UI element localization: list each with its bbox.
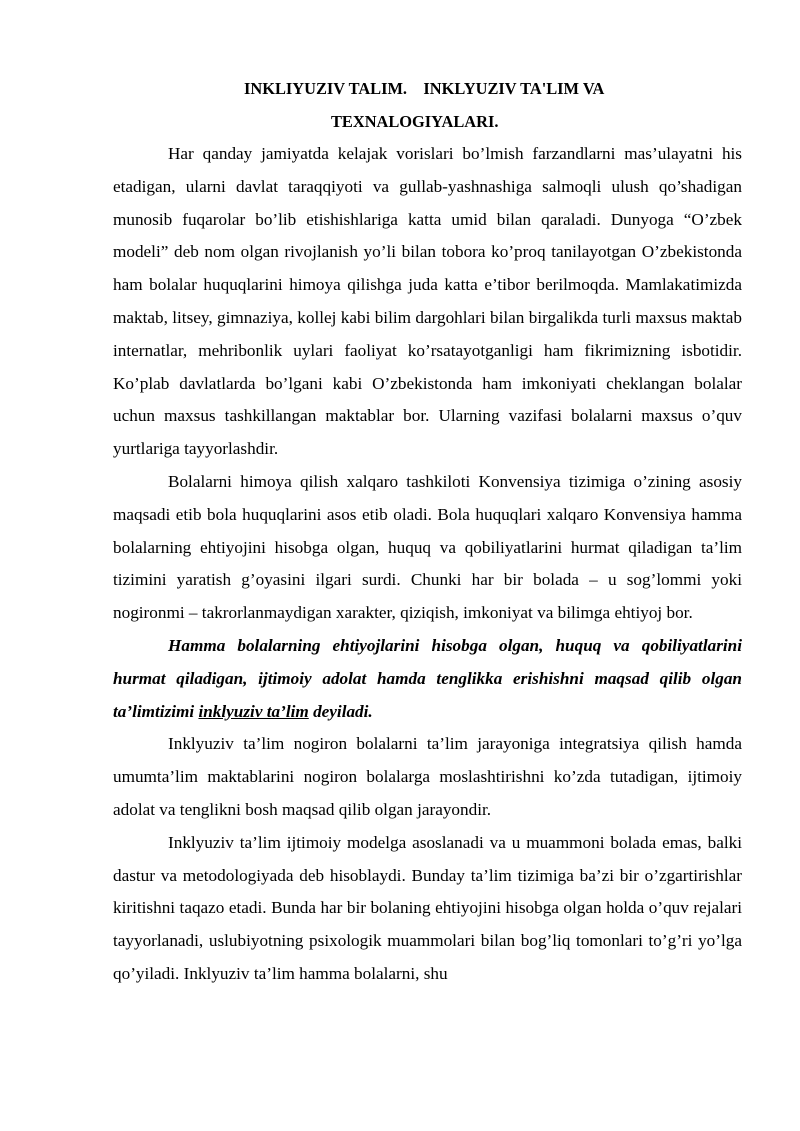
paragraph-2: Bolalarni himoya qilish xalqaro tashkiloti Konvensiya tizimiga o’zining asosiy maqsadi etib bola huquqlarini asos etib oladi. Bola huquqlari xalqaro Konvensiya hamma bolalarning ehtiyojini hisobga olgan, huquq va qobiliyatlarini hurmat qiladigan ta’lim tizimini yaratish g’oyasini ilgari surdi. Chunki har bir bolada – u sog’lommi yoki nogironmi – takrorlanmaydigan xarakter, qiziqish, imkoniyat va bilimga ehtiyoj bor. [113, 471, 742, 623]
definition-term: inklyuziv ta’lim [198, 701, 309, 721]
definition-text: Hamma bolalarning ehtiyojlarini hisobga olgan, huquq va qobiliyatlarini hurmat qiladigan, ijtimoiy adolat hamda tenglikka erishishni maqsad qilib olgan ta’limtizimi [113, 635, 742, 721]
paragraph-4: Inklyuziv ta’lim ijtimoiy modelga asoslanadi va u muammoni bolada emas, balki dastur va metodologiyada deb hisoblaydi. Bunday ta’lim tizimiga ba’zi bir o’zgartirishlar kiritishni taqazo etadi. Bunda har bir bolaning ehtiyojini hisobga olgan holda o’quv rejalari tayyorlanadi, uslubiyotning psixologik muammolari bilan bog’liq tomonlari to’g’ri yo’lga qo’yiladi. Inklyuziv ta’lim hamma bolalarni, shu [113, 832, 742, 983]
title-line-2: TEXNALOGIYALARI. [331, 112, 499, 131]
title-line-1: INKLIYUZIV TALIM. INKLYUZIV TA'LIM VA [244, 79, 605, 98]
definition-ending: deyiladi. [308, 701, 373, 721]
paragraph-1: Har qanday jamiyatda kelajak vorislari bo’lmish farzandlarni mas’ulayatni his etadigan, ularni davlat taraqqiyoti va gullab-yashnashiga salmoqli ulush qo’shadigan munosib fuqarolar bo’lib etishishlariga katta umid bilan qaraladi. Dunyoga “O’zbek modeli” deb nom olgan rivojlanish yo’li bilan tobora ko’proq tanilayotgan O’zbekistonda ham bolalar huquqlarini himoya qilishga juda katta e’tibor berilmoqda. Mamlakatimizda maktab, litsey, gimnaziya, kollej kabi bilim dargohlari bilan birgalikda turli maxsus maktab internatlar, mehribonlik uylari faoliyat ko’rsatayotganligi ham fikrimizning isbotidir. Ko’plab davlatlarda bo’lgani kabi O’zbekistonda ham imkoniyati cheklangan bolalar uchun maxsus tashkillangan maktablar bor. Ularning vazifasi bolalarni maxsus o’quv yurtlariga tayyorlashdir. [113, 144, 742, 459]
document-body [113, 138, 742, 991]
document-title [0, 72, 800, 138]
paragraph-3: Inklyuziv ta’lim nogiron bolalarni ta’lim jarayoniga integratsiya qilish hamda umumta’lim maktablarini nogiron bolalarga moslashtirishni ko’zda tutadigan, ijtimoiy adolat va tenglikni bosh maqsad qilib olgan jarayondir. [113, 734, 742, 819]
definition-paragraph [113, 630, 742, 728]
